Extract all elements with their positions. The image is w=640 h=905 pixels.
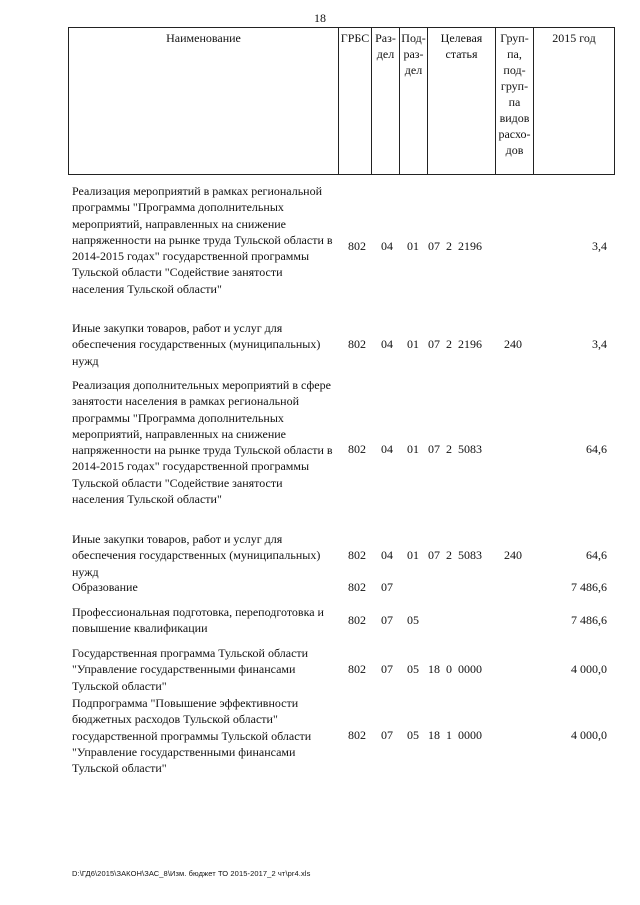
row-celevaya: 07 2 5083 [428,442,482,456]
row-razdel: 07 [381,728,393,742]
header-razdel-label: Раз- дел [375,31,396,61]
row-vid: 240 [504,337,522,351]
header-grbs-label: ГРБС [340,31,370,45]
row-podrazdel: 05 [407,662,419,676]
row-podrazdel: 05 [407,613,419,627]
row-name: Образование [72,580,138,594]
row-podrazdel: 01 [407,239,419,253]
row-name: Иные закупки товаров, работ и услуг для обеспечения государственных (муниципальных) нужд [72,321,321,368]
row-grbs: 802 [348,728,366,742]
row-name: Подпрограмма "Повышение эффективности бюджетных расходов Тульской области" государственной программы Тульской области "Управление государственными финансами Тульской области" [72,696,312,776]
row-name: Реализация дополнительных мероприятий в сфере занятости населения в рамках региональной программы "Программа дополнительных мероприятий, направленных на снижение напряженности на рынке труда Тульской области в 2014-2015 годах" государственной программы Тульской области "Содействие занятости населения Тульской области" [72,378,333,507]
row-vid: 240 [504,548,522,562]
row-grbs: 802 [348,442,366,456]
row-sum: 3,4 [592,239,607,253]
row-podrazdel: 05 [407,728,419,742]
header-celevaya [427,27,495,175]
row-name: Профессиональная подготовка, переподготовка и повышение квалификации [72,605,324,636]
file-path-footer: D:\ГД6\2015\ЗАКОН\ЗАС_8\Изм. бюджет ТО 2015-2017_2 чт\pr4.xls [72,869,311,878]
row-celevaya: 07 2 2196 [428,337,482,351]
row-sum: 64,6 [586,548,607,562]
row-name: Иные закупки товаров, работ и услуг для обеспечения государственных (муниципальных) нужд [72,532,321,579]
row-grbs: 802 [348,613,366,627]
row-razdel: 04 [381,442,393,456]
row-grbs: 802 [348,580,366,594]
page-number: 18 [314,11,326,25]
row-grbs: 802 [348,337,366,351]
row-sum: 4 000,0 [571,728,607,742]
row-celevaya: 07 2 5083 [428,548,482,562]
row-podrazdel: 01 [407,337,419,351]
header-year [533,27,615,175]
row-razdel: 04 [381,337,393,351]
row-grbs: 802 [348,239,366,253]
row-celevaya: 07 2 2196 [428,239,482,253]
row-sum: 7 486,6 [571,613,607,627]
row-podrazdel: 01 [407,548,419,562]
row-name: Государственная программа Тульской области "Управление государственными финансами Тульской области" [72,646,309,693]
row-podrazdel: 01 [407,442,419,456]
header-name-label: Наименование [166,31,241,45]
row-sum: 7 486,6 [571,580,607,594]
row-razdel: 07 [381,580,393,594]
row-razdel: 07 [381,613,393,627]
row-razdel: 04 [381,239,393,253]
row-name: Реализация мероприятий в рамках региональной программы "Программа дополнительных мероприятий, направленных на снижение напряженности на рынке труда Тульской области в 2014-2015 годах" государственной программы Тульской области "Содействие занятости населения Тульской области" [72,184,333,296]
header-vid-label: Груп- па, под- груп- па видов расхо- дов [498,31,531,157]
row-grbs: 802 [348,548,366,562]
header-vid [495,27,533,175]
table-header [68,27,615,175]
row-celevaya: 18 1 0000 [428,728,482,742]
row-sum: 4 000,0 [571,662,607,676]
row-sum: 64,6 [586,442,607,456]
row-razdel: 07 [381,662,393,676]
row-razdel: 04 [381,548,393,562]
header-podrazdel-label: Под- раз- дел [401,31,426,77]
row-celevaya: 18 0 0000 [428,662,482,676]
row-sum: 3,4 [592,337,607,351]
header-razdel [371,27,399,175]
header-grbs [338,27,371,175]
row-grbs: 802 [348,662,366,676]
header-podrazdel [399,27,427,175]
header-year-label: 2015 год [552,31,596,45]
header-name [68,27,338,175]
header-celevaya-label: Целевая статья [440,31,483,61]
